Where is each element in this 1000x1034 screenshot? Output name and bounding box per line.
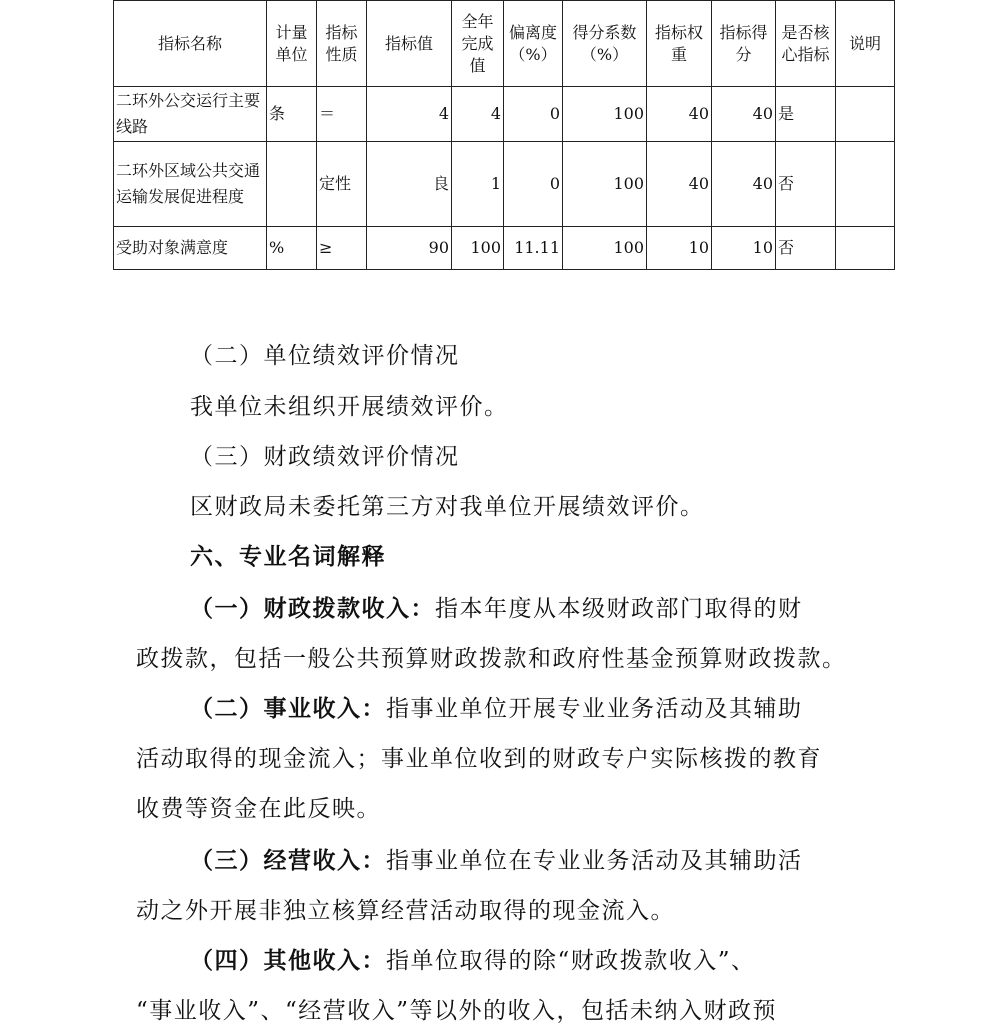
term-label: （二）事业收入： [190,695,386,722]
term-label: （四）其他收入： [190,947,386,974]
header-cell: 说明 [836,1,895,87]
table-cell: ＝ [317,87,367,142]
section-heading-unit-evaluation: （二）单位绩效评价情况 [190,343,460,369]
term-business-income-line2: 活动取得的现金流入；事业单位收到的财政专户实际核拨的教育 [136,746,822,772]
header-cell: 计量单位 [267,1,317,87]
table-row [114,87,895,142]
table-cell: 定性 [317,142,367,227]
table-cell: 11.11 [504,227,563,270]
term-fiscal-allocation-line1 [190,590,803,623]
header-cell: 全年完成值 [452,1,504,87]
header-cell: 指标权重 [647,1,712,87]
table-cell [836,142,895,227]
table-cell: 40 [647,87,712,142]
term-operating-income-line1 [190,842,803,875]
term-definition: 指单位取得的除“财政拨款收入”、 [386,948,756,974]
table-cell: 90 [367,227,452,270]
table-cell: 否 [776,142,836,227]
header-cell: 指标名称 [114,1,267,87]
table-cell: 40 [647,142,712,227]
section-body-unit-evaluation: 我单位未组织开展绩效评价。 [190,394,509,420]
term-fiscal-allocation-line2: 政拨款，包括一般公共预算财政拨款和政府性基金预算财政拨款。 [136,646,847,672]
performance-indicator-table [113,0,895,270]
table-cell [267,142,317,227]
table-cell: 受助对象满意度 [114,227,267,270]
term-definition: 指事业单位开展专业业务活动及其辅助 [386,696,803,722]
term-label: （三）经营收入： [190,847,386,874]
table-cell: 10 [647,227,712,270]
table-cell: 否 [776,227,836,270]
table-cell: 100 [452,227,504,270]
table-cell: % [267,227,317,270]
section-body-finance-evaluation: 区财政局未委托第三方对我单位开展绩效评价。 [190,494,705,520]
header-cell: 是否核心指标 [776,1,836,87]
section-heading-finance-evaluation: （三）财政绩效评价情况 [190,444,460,470]
table-header-row [114,1,895,87]
term-other-income-line2: “事业收入”、“经营收入”等以外的收入，包括未纳入财政预 [136,998,778,1024]
term-other-income-line1 [190,942,756,975]
table-cell: 二环外区域公共交通运输发展促进程度 [114,142,267,227]
header-cell: 指标得分 [712,1,776,87]
term-business-income-line1 [190,690,803,723]
table-cell: 4 [367,87,452,142]
table-cell: 1 [452,142,504,227]
table-cell: 100 [563,142,647,227]
table-cell: 条 [267,87,317,142]
table-cell: 二环外公交运行主要线路 [114,87,267,142]
header-cell: 得分系数（%） [563,1,647,87]
term-definition: 指本年度从本级财政部门取得的财 [435,596,803,622]
table-cell: ≥ [317,227,367,270]
table-row [114,227,895,270]
table-cell: 10 [712,227,776,270]
table-cell: 良 [367,142,452,227]
table-cell: 0 [504,87,563,142]
header-cell: 偏离度（%） [504,1,563,87]
table-cell: 100 [563,227,647,270]
term-definition: 指事业单位在专业业务活动及其辅助活 [386,848,803,874]
table-cell [836,87,895,142]
table-cell: 是 [776,87,836,142]
table-cell: 40 [712,87,776,142]
table-cell: 100 [563,87,647,142]
table-cell: 40 [712,142,776,227]
table-cell: 4 [452,87,504,142]
table-row [114,142,895,227]
term-operating-income-line2: 动之外开展非独立核算经营活动取得的现金流入。 [136,898,675,924]
table-cell: 0 [504,142,563,227]
header-cell: 指标性质 [317,1,367,87]
header-cell: 指标值 [367,1,452,87]
chapter-heading-terms: 六、专业名词解释 [190,543,386,570]
term-business-income-line3: 收费等资金在此反映。 [136,796,381,822]
term-label: （一）财政拨款收入： [190,595,435,622]
table-cell [836,227,895,270]
